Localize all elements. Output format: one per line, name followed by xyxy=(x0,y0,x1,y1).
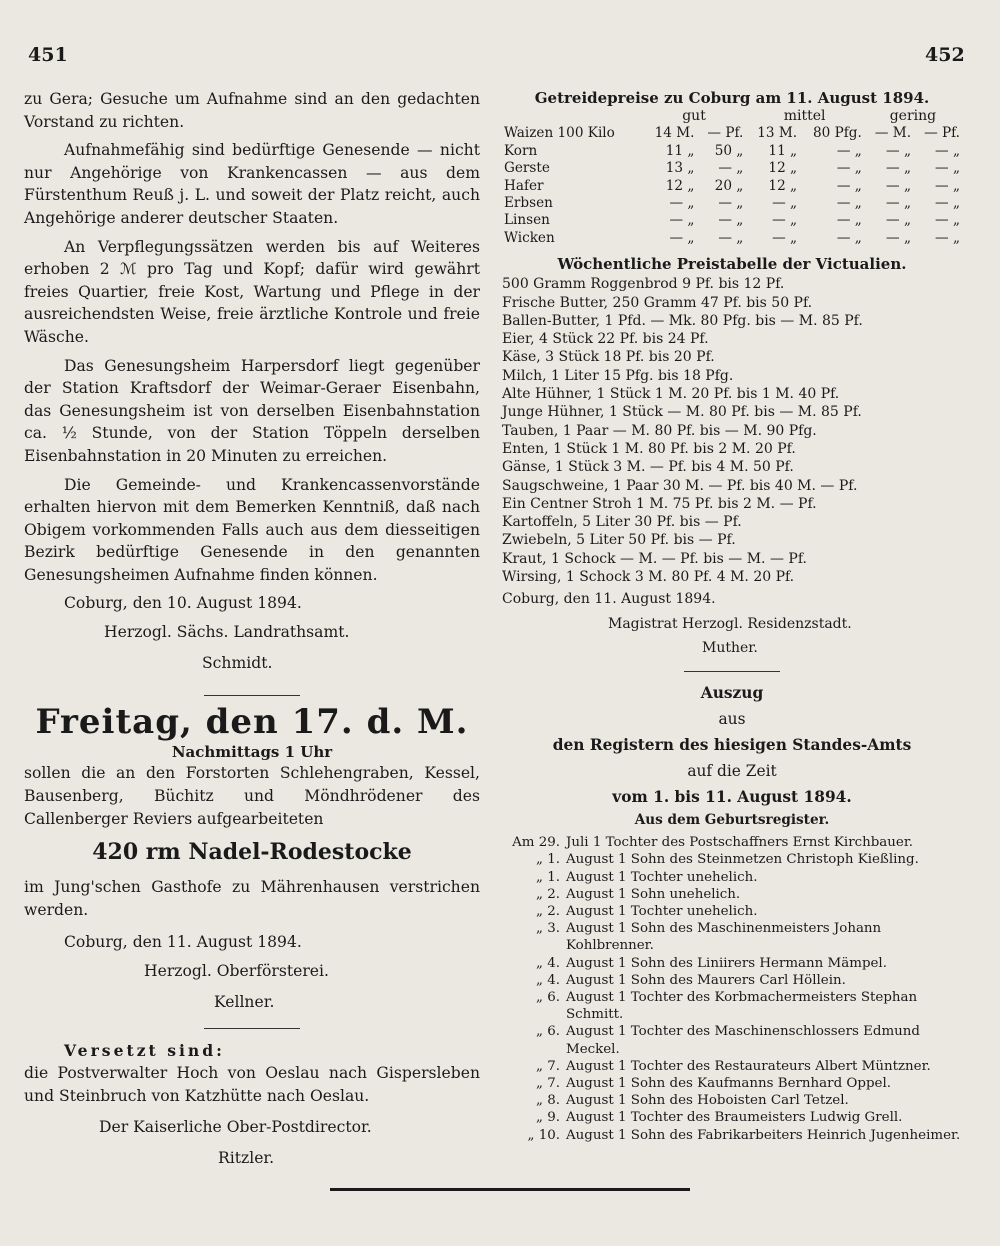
register-entry xyxy=(502,903,962,920)
paragraph-application: zu Gera; Gesuche um Aufnahme sind an den gedachten Vorstand zu richten. xyxy=(24,90,480,131)
quantity-heading: 420 rm Nadel-Rodestocke xyxy=(92,839,412,866)
victual-line: Tauben, 1 Paar — M. 80 Pf. bis — M. 90 Pfg. xyxy=(502,422,817,439)
register-entry-date: „ 2. xyxy=(536,886,560,902)
register-entry xyxy=(502,972,962,989)
grain-price-cell: — „ xyxy=(935,229,960,246)
grain-price-cell: — „ xyxy=(669,212,695,229)
victual-line: Enten, 1 Stück 1 M. 80 Pf. bis 2 M. 20 Pf. xyxy=(502,440,796,457)
birth-register-subtitle: Aus dem Geburtsregister. xyxy=(634,812,830,829)
register-entry-text: August 1 Tochter des Korbmachermeisters Stephan Schmitt. xyxy=(566,990,918,1023)
victuals-office: Magistrat Herzogl. Residenzstadt. xyxy=(608,615,852,632)
register-entry-text: August 1 Sohn des Maurers Carl Höllein. xyxy=(566,972,846,988)
grain-price-cell: — „ xyxy=(886,229,912,246)
register-entry-text: August 1 Sohn des Liniirers Hermann Mämpel. xyxy=(566,955,887,971)
victuals-list xyxy=(502,275,962,586)
grain-row xyxy=(502,195,962,212)
grain-price-cell: 12 „ xyxy=(768,160,798,177)
victual-line: Kartoffeln, 5 Liter 30 Pf. bis — Pf. xyxy=(502,514,742,531)
paragraph-place: im Jung'schen Gasthofe zu Mährenhausen verstrichen werden. xyxy=(24,878,480,919)
grain-header-poor: gering xyxy=(889,108,937,124)
paragraph-auction: sollen die an den Forstorten Schlehengraben, Kessel, Bausenberg, Büchitz und Möndhrödener des Callenberger Reviers aufgearbeiteten xyxy=(24,764,480,828)
grain-price-cell: — „ xyxy=(836,142,862,159)
victual-line: Wirsing, 1 Schock 3 M. 80 Pf. 4 M. 20 Pf. xyxy=(502,569,795,585)
grain-price-cell: — „ xyxy=(718,160,744,177)
victual-line: Zwiebeln, 5 Liter 50 Pf. bis — Pf. xyxy=(502,532,736,549)
register-title-2: aus xyxy=(718,710,746,729)
victual-line: Ballen-Butter, 1 Pfd. — Mk. 80 Pfg. bis — M. 85 Pf. xyxy=(502,312,863,329)
grain-price-cell: 12 „ xyxy=(768,177,798,194)
transfer-title: Versetzt sind: xyxy=(64,1041,225,1061)
auction-time: Nachmittags 1 Uhr xyxy=(171,743,333,762)
register-entry-date: „ 4. xyxy=(536,955,560,971)
register-entry-text: August 1 Tochter des Restaurateurs Albert Müntzner. xyxy=(566,1058,931,1074)
grain-prices-table xyxy=(502,108,962,247)
grain-price-cell: — „ xyxy=(886,212,912,229)
grain-price-cell: 11 „ xyxy=(768,142,798,159)
date-line-2: Coburg, den 11. August 1894. xyxy=(64,933,302,952)
grain-name-cell: Korn xyxy=(504,142,538,159)
victuals-title: Wöchentliche Preistabelle der Victualien. xyxy=(557,255,907,274)
grain-price-cell: — „ xyxy=(772,195,798,212)
register-title-3: den Registern des hiesigen Standes-Amts xyxy=(552,736,912,755)
register-entry xyxy=(502,869,962,886)
grain-price-cell: — „ xyxy=(669,229,695,246)
victual-line: Ein Centner Stroh 1 M. 75 Pf. bis 2 M. — Pf. xyxy=(502,495,817,512)
register-entry-text: August 1 Sohn des Hoboisten Carl Tetzel. xyxy=(566,1093,849,1109)
grain-price-cell: — „ xyxy=(886,195,912,212)
left-column xyxy=(24,88,480,1170)
register-title-1: Auszug xyxy=(700,684,764,703)
paragraph-notice: Die Gemeinde- und Krankencassenvorstände erhalten hiervon mit dem Bemerken Kenntniß, daß nach Obigem vorkommenden Falls auch aus dem diesseitigen Bezirk bedürftige Genesende in den genannten Genesungsheimen Aufnahme finden können. xyxy=(24,475,480,584)
register-entry xyxy=(502,989,962,1023)
victual-line: Gänse, 1 Stück 3 M. — Pf. bis 4 M. 50 Pf. xyxy=(502,459,794,476)
grain-price-cell: — M. xyxy=(874,125,912,142)
paragraph-transfer: die Postverwalter Hoch von Oeslau nach Gispersleben und Steinbruch von Katzhütte nach Oeslau. xyxy=(24,1064,480,1106)
victual-line: Milch, 1 Liter 15 Pfg. bis 18 Pfg. xyxy=(502,367,734,384)
divider-1 xyxy=(204,695,300,696)
grain-price-cell: — „ xyxy=(836,229,862,246)
register-entry-date: „ 7. xyxy=(536,1058,560,1074)
victual-line: Junge Hühner, 1 Stück — M. 80 Pf. bis — M. 85 Pf. xyxy=(502,404,862,421)
register-entry-date: „ 8. xyxy=(536,1093,560,1109)
register-title-4: auf die Zeit xyxy=(687,762,777,781)
register-entry-date: „ 9. xyxy=(536,1110,560,1126)
victual-line: Kraut, 1 Schock — M. — Pf. bis — M. — Pf. xyxy=(502,550,807,567)
signature-2: Kellner. xyxy=(214,993,275,1012)
grain-price-cell: — „ xyxy=(718,195,744,212)
auction-date-heading: Freitag, den 17. d. M. xyxy=(35,702,469,743)
grain-price-cell: — „ xyxy=(886,160,912,177)
grain-name-cell: Waizen 100 Kilo xyxy=(504,125,615,142)
page-end-rule xyxy=(330,1188,690,1191)
office-line-3: Der Kaiserliche Ober-Postdirector. xyxy=(99,1117,372,1136)
right-column xyxy=(502,88,962,1144)
register-entry xyxy=(502,955,962,972)
grain-row xyxy=(502,178,962,195)
signature-3: Ritzler. xyxy=(218,1148,275,1167)
register-entry-date: „ 1. xyxy=(536,852,560,868)
grain-row xyxy=(502,212,962,229)
register-entry-text: August 1 Tochter unehelich. xyxy=(566,869,758,885)
grain-price-cell: 12 „ xyxy=(665,177,695,194)
grain-name-cell: Hafer xyxy=(504,177,544,194)
victuals-signature: Muther. xyxy=(702,639,758,656)
grain-price-cell: — „ xyxy=(935,212,960,229)
register-entry-date: „ 6. xyxy=(536,1024,560,1040)
grain-price-cell: 80 Pfg. xyxy=(812,125,862,142)
grain-price-cell: — „ xyxy=(836,177,862,194)
register-title-5: vom 1. bis 11. August 1894. xyxy=(612,788,852,807)
divider-2 xyxy=(204,1028,300,1029)
grain-price-cell: — „ xyxy=(836,160,862,177)
grain-price-cell: — „ xyxy=(935,142,960,159)
register-entry xyxy=(502,1023,962,1057)
grain-price-cell: — „ xyxy=(886,142,912,159)
grain-price-cell: — „ xyxy=(886,177,912,194)
register-entry-text: August 1 Sohn des Fabrikarbeiters Heinrich Jugenheimer. xyxy=(566,1127,961,1143)
victual-line: Alte Hühner, 1 Stück 1 M. 20 Pf. bis 1 M. 40 Pf. xyxy=(502,386,840,403)
grain-row xyxy=(502,230,962,247)
register-entry xyxy=(502,886,962,903)
register-entry-date: „ 1. xyxy=(536,869,560,885)
victual-line: Saugschweine, 1 Paar 30 M. — Pf. bis 40 M. — Pf. xyxy=(502,477,858,494)
register-entry-text: August 1 Sohn des Kaufmanns Bernhard Oppel. xyxy=(566,1076,891,1092)
grain-price-cell: — „ xyxy=(935,160,960,177)
grain-price-cell: — „ xyxy=(772,212,798,229)
paragraph-location: Das Genesungsheim Harpersdorf liegt gegenüber der Station Kraftsdorf der Weimar-Geraer Eisenbahn, das Genesungsheim ist von derselben Eisenbahnstation ca. ½ Stunde, von der Station Töppeln derselben Eisenbahnstation in 20 Minuten zu erreichen. xyxy=(24,356,480,465)
page-number-left: 451 xyxy=(28,44,68,66)
grain-price-cell: 13 M. xyxy=(757,125,798,142)
register-entry-text: August 1 Tochter unehelich. xyxy=(566,904,758,919)
register-entry-text: Juli 1 Tochter des Postschaffners Ernst Kirchbauer. xyxy=(566,835,914,851)
grain-price-cell: 14 M. xyxy=(654,125,695,142)
register-entry-text: August 1 Tochter des Maschinenschlossers Edmund Meckel. xyxy=(566,1024,920,1057)
grain-row xyxy=(502,160,962,177)
office-line-1: Herzogl. Sächs. Landrathsamt. xyxy=(104,623,350,642)
register-entry xyxy=(502,851,962,868)
register-entry xyxy=(502,1109,962,1126)
register-entry xyxy=(502,834,962,851)
grain-price-cell: 11 „ xyxy=(665,142,695,159)
grain-header-medium: mittel xyxy=(783,108,826,124)
page-number-right: 452 xyxy=(925,44,965,66)
grain-header-row xyxy=(502,108,962,125)
register-entry xyxy=(502,920,962,954)
grain-price-cell: 20 „ xyxy=(714,177,744,194)
grain-price-cell: — „ xyxy=(718,212,744,229)
register-entry-text: August 1 Sohn des Maschinenmeisters Johann Kohlbrenner. xyxy=(566,921,882,954)
register-entry-date: „ 7. xyxy=(536,1076,560,1092)
victuals-date: Coburg, den 11. August 1894. xyxy=(502,591,716,608)
grain-name-cell: Linsen xyxy=(504,212,550,229)
grain-price-cell: — „ xyxy=(935,195,960,212)
register-entry-text: August 1 Tochter des Braumeisters Ludwig Grell. xyxy=(566,1110,903,1126)
register-entry-date: „ 3. xyxy=(536,921,560,937)
register-entry xyxy=(502,1058,962,1075)
paragraph-rates: An Verpflegungssätzen werden bis auf Weiteres erhoben 2 ℳ pro Tag und Kopf; dafür wird gewährt freies Quartier, freie Kost, Wartung und Pflege in der ausreichendsten Weise, freie ärztliche Kontrole und freie Wäsche. xyxy=(24,237,480,346)
grain-row xyxy=(502,125,962,142)
grain-price-cell: — Pf. xyxy=(924,125,960,142)
register-entry-date: „ 6. xyxy=(536,990,560,1006)
grain-name-cell: Wicken xyxy=(504,229,555,246)
signature-1: Schmidt. xyxy=(202,654,273,673)
victual-line: Eier, 4 Stück 22 Pf. bis 24 Pf. xyxy=(502,331,709,348)
birth-register-list xyxy=(502,834,962,1144)
date-line-1: Coburg, den 10. August 1894. xyxy=(64,594,302,613)
register-entry xyxy=(502,1127,962,1144)
grain-price-cell: — „ xyxy=(718,229,744,246)
register-entry xyxy=(502,1075,962,1092)
register-entry-date: „ 2. xyxy=(536,904,560,919)
office-line-2: Herzogl. Oberförsterei. xyxy=(144,962,329,981)
victual-line: Käse, 3 Stück 18 Pf. bis 20 Pf. xyxy=(502,349,715,366)
paragraph-eligibility: Aufnahmefähig sind bedürftige Genesende — nicht nur Angehörige von Krankencassen — aus dem Fürstenthum Reuß j. L. und soweit der Platz reicht, auch Angehörige anderer deutscher Staaten. xyxy=(24,141,480,227)
grain-price-cell: 13 „ xyxy=(665,160,695,177)
grain-header-good: gut xyxy=(682,108,706,124)
victual-line: Frische Butter, 250 Gramm 47 Pf. bis 50 Pf. xyxy=(502,294,813,311)
grain-price-cell: — „ xyxy=(836,212,862,229)
grain-price-cell: — „ xyxy=(836,195,862,212)
register-entry-date: „ 4. xyxy=(536,972,560,988)
victual-line: 500 Gramm Roggenbrod 9 Pf. bis 12 Pf. xyxy=(502,276,785,293)
grain-name-cell: Erbsen xyxy=(504,195,553,212)
grain-price-cell: 50 „ xyxy=(714,142,744,159)
grain-price-cell: — „ xyxy=(669,195,695,212)
grain-price-cell: — „ xyxy=(935,177,960,194)
register-entry-date: „ 10. xyxy=(527,1127,560,1143)
register-entry xyxy=(502,1092,962,1109)
register-entry-text: August 1 Sohn des Steinmetzen Christoph Kießling. xyxy=(566,852,919,868)
grain-prices-title: Getreidepreise zu Coburg am 11. August 1894. xyxy=(534,89,930,107)
register-entry-date: Am 29. xyxy=(512,835,560,851)
grain-price-cell: — „ xyxy=(772,229,798,246)
grain-name-cell: Gerste xyxy=(504,160,550,177)
register-entry-text: August 1 Sohn unehelich. xyxy=(566,886,741,902)
grain-row xyxy=(502,143,962,160)
grain-price-cell: — Pf. xyxy=(707,125,744,142)
divider-3 xyxy=(684,671,780,672)
